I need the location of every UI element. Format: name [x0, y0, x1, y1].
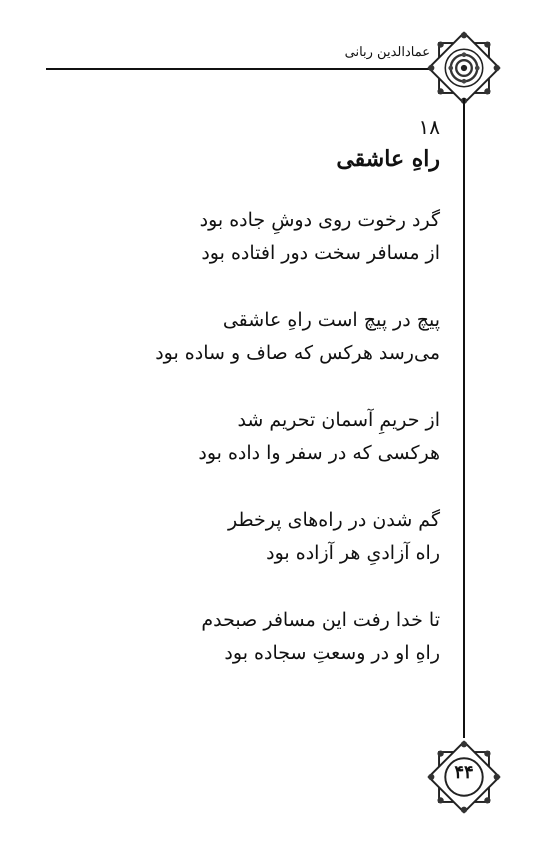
stanza: [120, 604, 440, 670]
page-number: ۴۴: [454, 762, 474, 783]
stanza: [120, 204, 440, 270]
verse-line: می‌رسد هرکس که صاف و ساده بود: [155, 342, 440, 364]
stanza: [120, 504, 440, 570]
header-rule: [46, 68, 436, 70]
verse-line: از حریمِ آسمان تحریم شد: [237, 409, 440, 431]
poem-title: راهِ عاشقی: [336, 146, 440, 172]
stanza: [120, 304, 440, 370]
poem-body: [120, 204, 440, 704]
verse-line: راه آزادیِ هر آزاده بود: [266, 542, 440, 564]
verse-line: پیچ در پیچ است راهِ عاشقی: [222, 309, 440, 331]
side-rule: [463, 98, 465, 738]
verse-line: گم شدن در راه‌های پرخطر: [227, 509, 440, 531]
verse-line: از مسافر سخت دور افتاده بود: [201, 242, 440, 264]
verse-line: تا خدا رفت این مسافر صبحدم: [201, 609, 440, 631]
poem-number: ۱۸: [418, 115, 440, 139]
star-rosette-ornament-icon: [425, 29, 503, 107]
verse-line: گرد رخوت روی دوشِ جاده بود: [199, 209, 440, 231]
stanza: [120, 404, 440, 470]
verse-line: راهِ او در وسعتِ سجاده بود: [224, 642, 440, 664]
running-header-author: عمادالدین ربانی: [344, 45, 430, 60]
verse-line: هرکسی که در سفر وا داده بود: [198, 442, 440, 464]
